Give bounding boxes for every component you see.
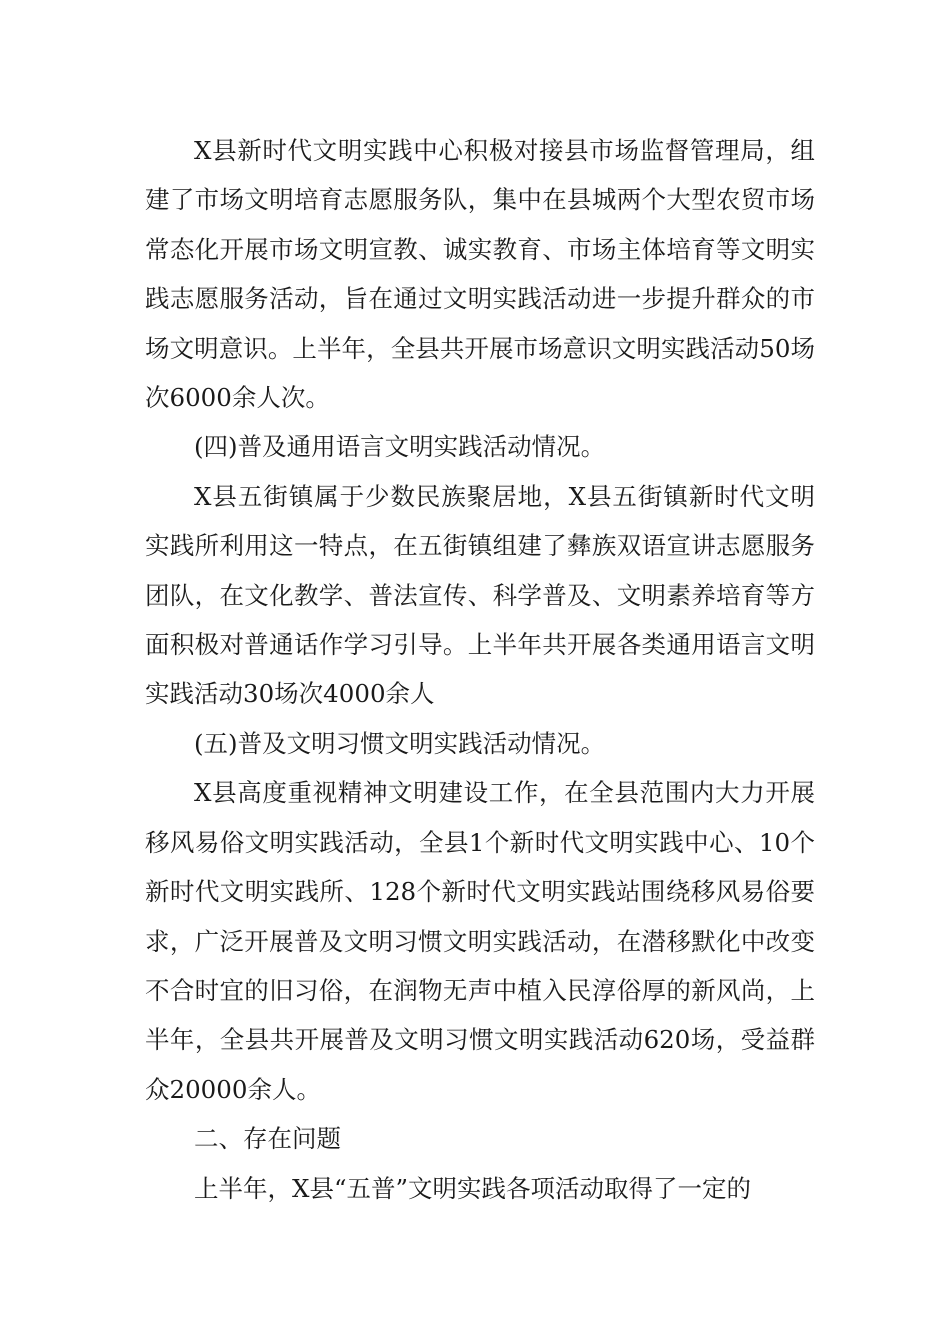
paragraph-language-practice: X县五街镇属于少数民族聚居地，X县五街镇新时代文明实践所利用这一特点，在五街镇组建了彝族双语宣讲志愿服务团队，在文化教学、普法宣传、科学普及、文明素养培育等方面积极对普通话作学习引导。上半年共开展各类通用语言文明实践活动30场次4000余人: [145, 481, 815, 709]
section-heading-habits: (五)普及文明习惯文明实践活动情况。: [194, 728, 606, 758]
paragraph-market-civilization: X县新时代文明实践中心积极对接县市场监督管理局，组建了市场文明培育志愿服务队，集中在县城两个大型农贸市场常态化开展市场文明宣教、诚实教育、市场主体培育等文明实践志愿服务活动，旨在通过文明实践活动进一步提升群众的市场文明意识。上半年，全县共开展市场意识文明实践活动50场次6000余人次。: [145, 136, 815, 413]
section-heading-language: (四)普及通用语言文明实践活动情况。: [194, 432, 606, 462]
paragraph-habits-practice: X县高度重视精神文明建设工作，在全县范围内大力开展移风易俗文明实践活动，全县1个新时代文明实践中心、10个新时代文明实践所、128个新时代文明实践站围绕移风易俗要求，广泛开展普及文明习惯文明实践活动，在潜移默化中改变不合时宜的旧习俗，在润物无声中植入民淳俗厚的新风尚，上半年，全县共开展普及文明习惯文明实践活动620场，受益群众20000余人。: [145, 778, 815, 1104]
section-heading-problems: 二、存在问题: [194, 1124, 341, 1154]
paragraph-problems-intro: 上半年，X县“五普”文明实践各项活动取得了一定的: [194, 1173, 751, 1203]
document-body: [145, 126, 815, 1213]
